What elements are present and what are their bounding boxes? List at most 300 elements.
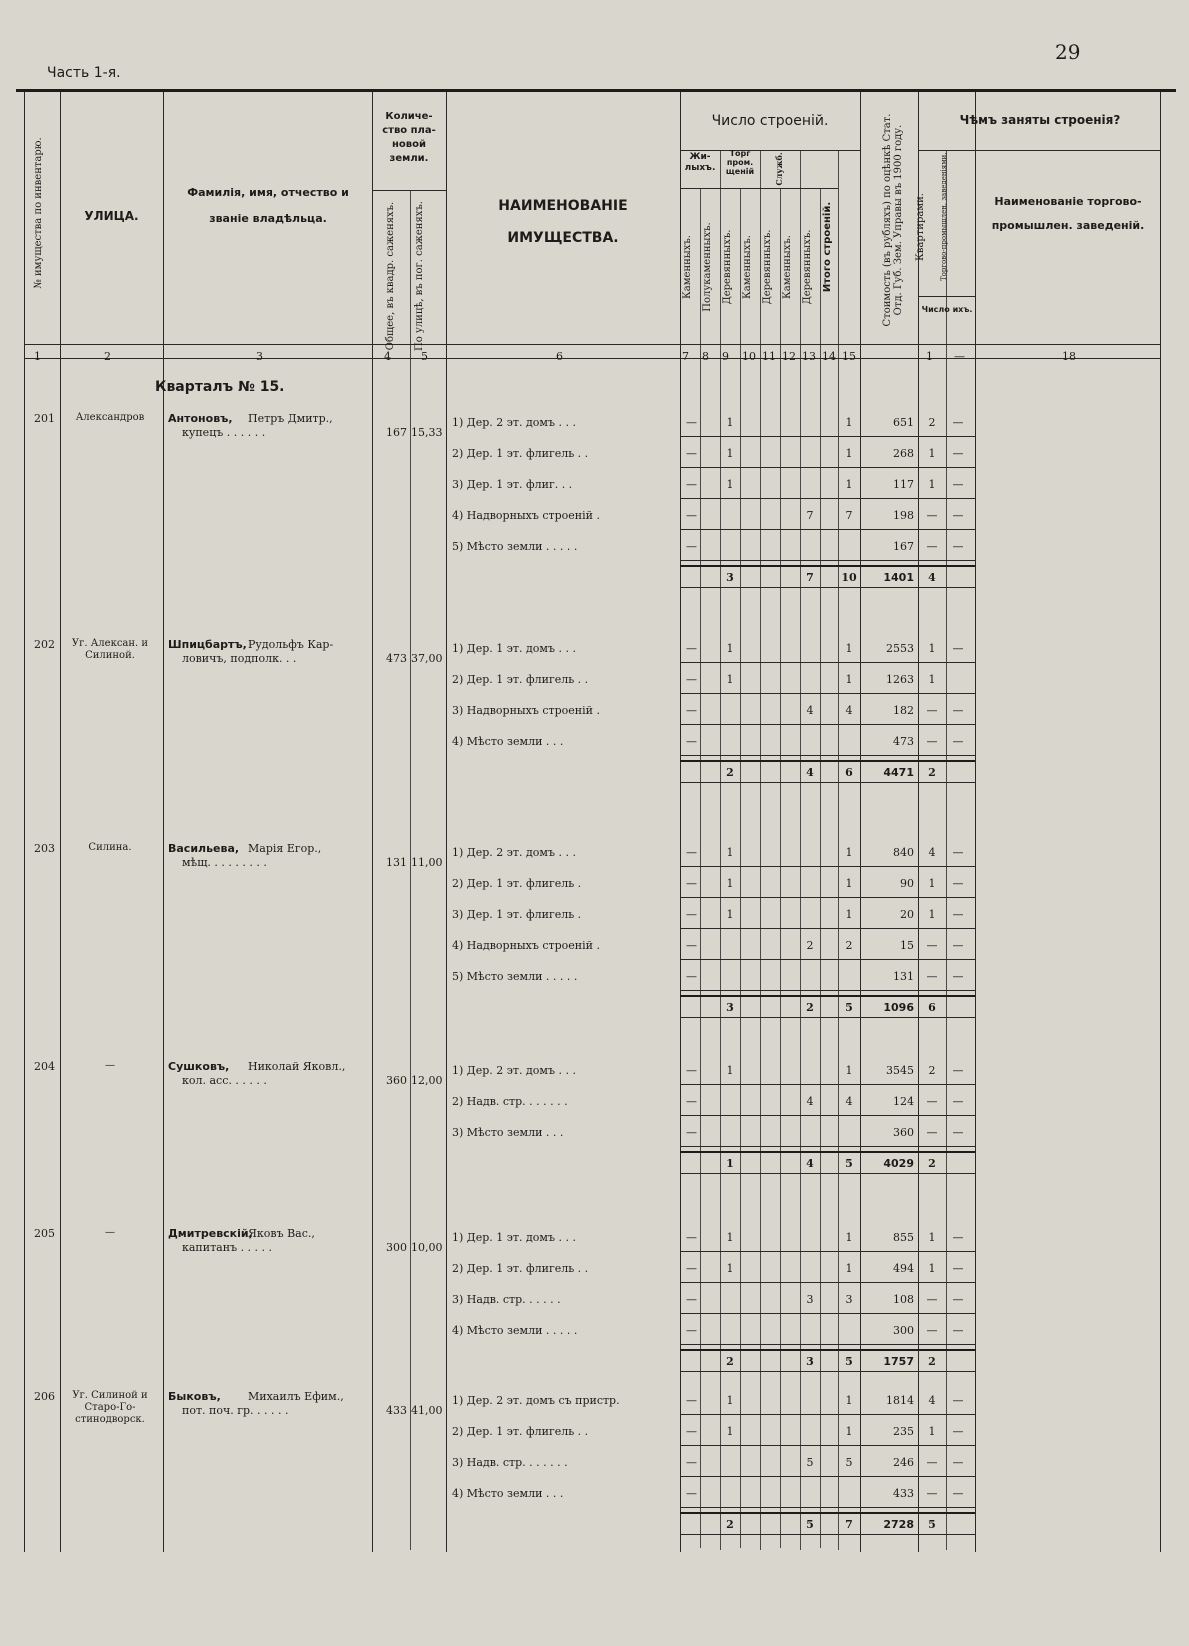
wooden-residential: 1 [726,478,734,491]
header-wooden: Деревянныхъ. [722,229,733,305]
item-line [680,436,975,437]
owner-title: пот. поч. гр. . . . . . [182,1404,289,1417]
property-item: 5) Мѣсто земли . . . . . [452,970,578,983]
dash: — [686,478,697,491]
item-line [680,1476,975,1477]
header-total-buildings: Итого строеній. [822,201,833,293]
column-number: 14 [822,350,836,363]
item-line [680,897,975,898]
property-item: 3) Дер. 1 эт. флигель . [452,908,582,921]
value: 108 [893,1293,914,1306]
land-area: 473 [386,652,407,665]
item-line [680,693,975,694]
header-wooden: Деревянныхъ. [762,229,773,305]
dash: — [686,1425,697,1438]
part-label: Часть 1-я. [47,65,121,81]
property-item: 4) Надворныхъ строеній . [452,939,600,952]
header-count: Число ихъ. [921,305,973,314]
item-line [680,1115,975,1116]
item-line [680,724,975,725]
total-buildings: 4 [845,1095,853,1108]
owner-name: Сушковъ, [168,1060,230,1073]
trade-establishments: — [952,509,964,522]
value: 1263 [886,673,914,686]
trade-establishments: — [952,735,964,748]
frontage: 37,00 [411,652,443,665]
dash: — [686,1262,697,1275]
sum-wooden: 3 [726,1001,734,1014]
property-item: 1) Дер. 2 эт. домъ . . . [452,416,576,429]
header-line [918,150,1160,151]
inventory-number: 205 [34,1227,55,1240]
street-name: — [105,1227,115,1238]
service-buildings: 4 [806,704,814,717]
property-item: 5) Мѣсто земли . . . . . [452,540,578,553]
col-line [60,92,61,1552]
header-line [918,296,975,297]
header-stone: Каменныхъ. [742,235,753,299]
column-number: 11 [762,350,776,363]
total-buildings: 1 [845,478,853,491]
value: 131 [893,970,914,983]
page-number: 29 [1055,40,1081,64]
item-line [680,990,975,991]
owner-name: Васильева, [168,842,240,855]
total-buildings: 1 [845,908,853,921]
apartments: 1 [928,908,936,921]
wooden-residential: 1 [726,642,734,655]
col-line [372,92,373,1552]
apartments: — [926,1324,938,1337]
sum-value: 4471 [883,766,914,779]
apartments: 4 [928,846,936,859]
column-number: 2 [104,350,111,363]
col-line [446,92,447,1552]
trade-establishments: — [952,877,964,890]
value: 198 [893,509,914,522]
item-line [680,529,975,530]
top-rule [16,89,1176,92]
column-number: 5 [421,350,428,363]
total-buildings: 1 [845,1425,853,1438]
sum-total: 10 [841,571,857,584]
header-stone: Каменныхъ. [782,235,793,299]
trade-establishments: — [952,939,964,952]
dash: — [686,1487,697,1500]
dash: — [686,939,697,952]
value: 90 [900,877,914,890]
sum-service: 5 [806,1518,814,1531]
apartments: — [926,970,938,983]
sum-bottom-line [680,782,975,783]
total-buildings: 4 [845,704,853,717]
header-inventory-no: № имущества по инвентарю. [33,137,44,289]
sum-wooden: 1 [726,1157,734,1170]
total-buildings: 1 [845,642,853,655]
apartments: — [926,509,938,522]
total-buildings: 1 [845,1064,853,1077]
frontage: 41,00 [411,1404,443,1417]
dash: — [686,1456,697,1469]
header-service: Служб. [774,152,784,186]
total-buildings: 1 [845,1394,853,1407]
sum-service: 3 [806,1355,814,1368]
trade-establishments: — [952,1324,964,1337]
value: 473 [893,735,914,748]
sum-bottom-line [680,1017,975,1018]
column-number: — [954,350,965,363]
property-item: 1) Дер. 1 эт. домъ . . . [452,642,576,655]
item-line [680,498,975,499]
sum-bottom-line [680,1534,975,1535]
trade-establishments: — [952,1394,964,1407]
apartments: 4 [928,1394,936,1407]
land-area: 131 [386,856,407,869]
apartments: — [926,939,938,952]
sum-bottom-line [680,587,975,588]
item-line [680,866,975,867]
column-number: 3 [256,350,263,363]
owner-title: капитанъ . . . . . [182,1241,273,1254]
wooden-residential: 1 [726,1064,734,1077]
value: 15 [900,939,914,952]
value: 20 [900,908,914,921]
header-frontage: По улицѣ, въ пог. саженяхъ. [414,201,425,351]
inventory-number: 204 [34,1060,55,1073]
apartments: — [926,735,938,748]
trade-establishments: — [952,1231,964,1244]
col-line [24,92,25,1552]
value: 124 [893,1095,914,1108]
owner-name: Дмитревскій, [168,1227,253,1240]
col-line [860,92,861,1552]
sum-line [680,565,975,567]
sum-bottom-line [680,1371,975,1372]
wooden-residential: 1 [726,1394,734,1407]
column-number: 1 [34,350,41,363]
dash: — [686,447,697,460]
trade-establishments: — [952,704,964,717]
inventory-number: 202 [34,638,55,651]
dash: — [686,540,697,553]
apartments: 1 [928,877,936,890]
apartments: 1 [928,478,936,491]
sum-wooden: 2 [726,766,734,779]
value: 268 [893,447,914,460]
property-item: 3) Надв. стр. . . . . . [452,1293,561,1306]
value: 117 [893,478,914,491]
sum-apartments: 5 [928,1518,936,1531]
property-item: 1) Дер. 2 эт. домъ . . . [452,1064,576,1077]
frontage: 10,00 [411,1241,443,1254]
service-buildings: 2 [806,939,814,952]
header-occupied: Чѣмъ заняты строенія? [959,113,1121,127]
apartments: 1 [928,1425,936,1438]
apartments: 1 [928,1231,936,1244]
dash: — [686,846,697,859]
header-trade-est: Торгово-промышлен. заведеніями. [940,152,948,281]
header-residential: Жи- лыхъ. [684,152,716,173]
value: 182 [893,704,914,717]
wooden-residential: 1 [726,673,734,686]
total-buildings: 2 [845,939,853,952]
apartments: 2 [928,1064,936,1077]
header-halfstone: Полукаменныхъ. [702,222,713,312]
owner-name-rest: Михаилъ Ефим., [248,1390,344,1403]
header-owner: Фамилія, имя, отчество и званіе владѣльца. [187,186,349,226]
col-line [410,190,411,1550]
trade-establishments: — [952,416,964,429]
value: 360 [893,1126,914,1139]
total-buildings: 3 [845,1293,853,1306]
land-area: 300 [386,1241,407,1254]
wooden-residential: 1 [726,416,734,429]
col-line [838,150,839,1550]
dash: — [686,1231,697,1244]
apartments: — [926,1126,938,1139]
property-item: 1) Дер. 2 эт. домъ . . . [452,846,576,859]
land-area: 433 [386,1404,407,1417]
trade-establishments: — [952,1095,964,1108]
item-line [680,662,975,663]
value: 494 [893,1262,914,1275]
sum-value: 1757 [883,1355,914,1368]
sum-total: 7 [845,1518,853,1531]
trade-establishments: — [952,908,964,921]
quarter-title: Кварталъ № 15. [155,379,285,395]
column-number: 8 [702,350,709,363]
total-buildings: 1 [845,877,853,890]
dash: — [686,1064,697,1077]
sum-value: 4029 [883,1157,914,1170]
total-buildings: 1 [845,673,853,686]
trade-establishments: — [952,642,964,655]
owner-name: Быковъ, [168,1390,221,1403]
value: 840 [893,846,914,859]
apartments: 1 [928,1262,936,1275]
dash: — [686,1095,697,1108]
total-buildings: 7 [845,509,853,522]
header-land: Количе- ство пла- новой земли. [382,111,436,164]
property-item: 2) Дер. 1 эт. флигель . . [452,447,589,460]
property-item: 2) Дер. 1 эт. флигель . . [452,673,589,686]
value: 651 [893,416,914,429]
property-item: 3) Мѣсто земли . . . [452,1126,564,1139]
sum-apartments: 2 [928,1157,936,1170]
item-line [680,1251,975,1252]
apartments: — [926,540,938,553]
trade-establishments: — [952,447,964,460]
owner-name-rest: Яковъ Вас., [248,1227,315,1240]
header-value: Стоимость (въ рубляхъ) по оцѣнкѣ Стат. Отд. Губ. Зем. Управы въ 1900 году. [882,113,904,327]
col-line [680,92,681,1552]
dash: — [686,704,697,717]
sum-service: 4 [806,1157,814,1170]
apartments: — [926,1456,938,1469]
column-number: 15 [842,350,856,363]
property-item: 3) Надворныхъ строеній . [452,704,600,717]
col-line [975,92,976,1552]
value: 433 [893,1487,914,1500]
street-name: Уг. Алексан. и Силиной. [71,638,149,661]
property-item: 2) Дер. 1 эт. флигель . . [452,1262,589,1275]
column-number: 13 [802,350,816,363]
sum-total: 5 [845,1001,853,1014]
apartments: — [926,1293,938,1306]
frontage: 11,00 [411,856,443,869]
dash: — [686,1293,697,1306]
trade-establishments: — [952,540,964,553]
sum-value: 2728 [883,1518,914,1531]
header-street: УЛИЦА. [84,209,139,223]
item-line [680,1414,975,1415]
dash: — [686,908,697,921]
owner-title: купецъ . . . . . . [182,426,266,439]
property-item: 2) Дер. 1 эт. флигель . . [452,1425,589,1438]
header-bottom-line [24,344,1160,345]
header-buildings: Число строеній. [711,113,829,129]
value: 235 [893,1425,914,1438]
item-line [680,959,975,960]
dash: — [686,509,697,522]
header-stone: Каменныхъ. [682,235,693,299]
col-line [163,92,164,1552]
item-line [680,467,975,468]
item-line [680,755,975,756]
sum-line [680,1349,975,1351]
sum-apartments: 2 [928,1355,936,1368]
total-buildings: 1 [845,416,853,429]
owner-title: мѣщ. . . . . . . . . [182,856,267,869]
property-item: 2) Дер. 1 эт. флигель . [452,877,582,890]
colnum-line [24,358,1160,359]
value: 3545 [886,1064,914,1077]
item-line [680,1084,975,1085]
property-item: 4) Мѣсто земли . . . [452,1487,564,1500]
sum-value: 1096 [883,1001,914,1014]
total-buildings: 1 [845,447,853,460]
total-buildings: 1 [845,1231,853,1244]
header-property: НАИМЕНОВАНІЕ ИМУЩЕСТВА. [498,198,628,247]
column-number: 6 [556,350,563,363]
trade-establishments: — [952,970,964,983]
sum-apartments: 6 [928,1001,936,1014]
sum-wooden: 2 [726,1518,734,1531]
value: 855 [893,1231,914,1244]
trade-establishments: — [952,1126,964,1139]
sum-apartments: 2 [928,766,936,779]
property-item: 3) Дер. 1 эт. флиг. . . [452,478,573,491]
sum-service: 2 [806,1001,814,1014]
land-area: 167 [386,426,407,439]
trade-establishments: — [952,1064,964,1077]
property-item: 2) Надв. стр. . . . . . . [452,1095,568,1108]
owner-name-rest: Рудольфъ Кар- [248,638,334,651]
value: 246 [893,1456,914,1469]
apartments: — [926,704,938,717]
service-buildings: 4 [806,1095,814,1108]
service-buildings: 3 [806,1293,814,1306]
header-est-name: Наименованіе торгово-промышлен. заведеній. [991,195,1145,233]
owner-name-rest: Николай Яковл., [248,1060,346,1073]
sum-wooden: 3 [726,571,734,584]
sum-line [680,1151,975,1153]
property-item: 1) Дер. 2 эт. домъ съ пристр. [452,1394,620,1407]
wooden-residential: 1 [726,1262,734,1275]
sum-apartments: 4 [928,571,936,584]
apartments: 2 [928,416,936,429]
apartments: 1 [928,447,936,460]
header-area: Общее, въ квадр. саженяхъ. [385,201,396,351]
value: 1814 [886,1394,914,1407]
apartments: — [926,1487,938,1500]
col-line [946,150,947,1550]
frontage: 15,33 [411,426,443,439]
header-apartments: Квартирами. [915,193,926,261]
column-number: 7 [682,350,689,363]
apartments: 1 [928,642,936,655]
dash: — [686,735,697,748]
column-number: 12 [782,350,796,363]
owner-name-rest: Марія Егор., [248,842,322,855]
dash: — [686,1394,697,1407]
wooden-residential: 1 [726,1425,734,1438]
owner-name: Шпицбартъ, [168,638,247,651]
apartments: 1 [928,673,936,686]
column-number: 10 [742,350,756,363]
inventory-number: 203 [34,842,55,855]
total-buildings: 5 [845,1456,853,1469]
sum-line [680,760,975,762]
col-line [1160,92,1161,1552]
item-line [680,1282,975,1283]
column-number: 1 [926,350,933,363]
sum-wooden: 2 [726,1355,734,1368]
property-item: 4) Надворныхъ строеній . [452,509,600,522]
service-buildings: 7 [806,509,814,522]
street-name: Силина. [88,842,132,853]
property-item: 3) Надв. стр. . . . . . . [452,1456,568,1469]
wooden-residential: 1 [726,877,734,890]
column-number: 9 [722,350,729,363]
property-item: 4) Мѣсто земли . . . . . [452,1324,578,1337]
dash: — [686,1324,697,1337]
wooden-residential: 1 [726,447,734,460]
owner-title: ловичъ, подполк. . . [182,652,297,665]
trade-establishments: — [952,846,964,859]
inventory-number: 206 [34,1390,55,1403]
apartments: — [926,1095,938,1108]
col-line [720,150,721,1550]
trade-establishments: — [952,1293,964,1306]
header-line [680,150,860,151]
owner-title: кол. асс. . . . . . [182,1074,267,1087]
wooden-residential: 1 [726,1231,734,1244]
item-line [680,560,975,561]
header-line [372,190,446,191]
col-line [760,150,761,1550]
dash: — [686,642,697,655]
sum-total: 5 [845,1355,853,1368]
wooden-residential: 1 [726,908,734,921]
sum-service: 7 [806,571,814,584]
owner-name: Антоновъ, [168,412,233,425]
sum-total: 5 [845,1157,853,1170]
frontage: 12,00 [411,1074,443,1087]
inventory-number: 201 [34,412,55,425]
dash: — [686,1126,697,1139]
value: 167 [893,540,914,553]
